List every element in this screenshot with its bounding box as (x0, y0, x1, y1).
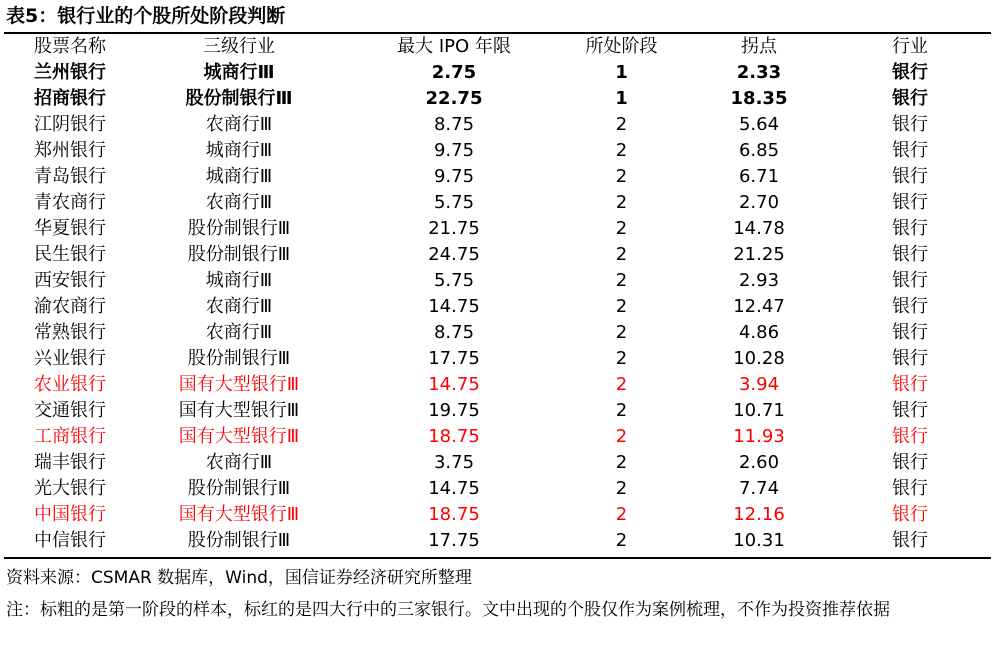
header-sub-industry: 三级行业 (203, 36, 275, 57)
table-row (4, 398, 991, 424)
cell-stock-name: 中国银行 (34, 504, 106, 525)
table-row (4, 476, 991, 502)
footnote: 注：标粗的是第一阶段的样本，标红的是四大行中的三家银行。文中出现的个股仅作为案例梳理，不作为投资推荐依据 (6, 600, 890, 620)
cell-industry: 银行 (892, 244, 928, 265)
cell-industry: 银行 (892, 270, 928, 291)
cell-industry: 银行 (892, 192, 928, 213)
cell-turning-point: 2.70 (738, 192, 780, 213)
cell-stock-name: 瑞丰银行 (34, 452, 106, 473)
cell-stage: 2 (615, 322, 628, 343)
cell-sub-industry: 城商行Ⅲ (205, 140, 273, 161)
cell-turning-point: 2.33 (736, 62, 782, 83)
table-header-row (4, 34, 991, 60)
cell-industry: 银行 (892, 62, 928, 83)
cell-max-ipo-years: 19.75 (428, 400, 480, 421)
cell-max-ipo-years: 14.75 (428, 478, 480, 499)
cell-turning-point: 21.25 (733, 244, 785, 265)
cell-max-ipo-years: 9.75 (433, 140, 475, 161)
cell-max-ipo-years: 24.75 (428, 244, 480, 265)
cell-industry: 银行 (892, 140, 928, 161)
table-row (4, 268, 991, 294)
cell-max-ipo-years: 14.75 (428, 296, 480, 317)
cell-turning-point: 4.86 (738, 322, 780, 343)
cell-turning-point: 12.47 (733, 296, 785, 317)
cell-industry: 银行 (892, 530, 928, 551)
cell-max-ipo-years: 3.75 (433, 452, 475, 473)
cell-stage: 1 (615, 62, 628, 83)
cell-industry: 银行 (892, 296, 928, 317)
cell-stock-name: 常熟银行 (34, 322, 106, 343)
table-row (4, 528, 991, 554)
table-row (4, 86, 991, 112)
table-row (4, 242, 991, 268)
cell-sub-industry: 城商行Ⅲ (203, 62, 275, 83)
cell-stage: 2 (615, 348, 628, 369)
cell-stage: 2 (615, 166, 628, 187)
cell-industry: 银行 (892, 374, 928, 395)
cell-industry: 银行 (892, 478, 928, 499)
cell-max-ipo-years: 5.75 (433, 270, 475, 291)
table-row (4, 502, 991, 528)
header-stock-name: 股票名称 (34, 36, 106, 57)
cell-sub-industry: 国有大型银行Ⅲ (178, 426, 300, 447)
cell-industry: 银行 (892, 218, 928, 239)
cell-stock-name: 工商银行 (34, 426, 106, 447)
cell-max-ipo-years: 22.75 (425, 88, 483, 109)
header-industry: 行业 (892, 36, 928, 57)
cell-stage: 1 (615, 88, 628, 109)
cell-stock-name: 渝农商行 (34, 296, 106, 317)
cell-turning-point: 2.93 (738, 270, 780, 291)
cell-stock-name: 民生银行 (34, 244, 106, 265)
cell-industry: 银行 (892, 426, 928, 447)
cell-stage: 2 (615, 114, 628, 135)
cell-turning-point: 14.78 (733, 218, 785, 239)
cell-sub-industry: 股份制银行Ⅲ (187, 218, 291, 239)
cell-sub-industry: 农商行Ⅲ (205, 296, 273, 317)
cell-sub-industry: 城商行Ⅲ (205, 166, 273, 187)
cell-turning-point: 6.71 (738, 166, 780, 187)
cell-industry: 银行 (892, 322, 928, 343)
cell-turning-point: 3.94 (738, 374, 780, 395)
cell-stage: 2 (615, 140, 628, 161)
cell-sub-industry: 国有大型银行Ⅲ (178, 374, 300, 395)
table-row (4, 450, 991, 476)
cell-stage: 2 (615, 504, 628, 525)
cell-industry: 银行 (892, 166, 928, 187)
cell-stock-name: 交通银行 (34, 400, 106, 421)
cell-industry: 银行 (892, 504, 928, 525)
table-row (4, 294, 991, 320)
cell-sub-industry: 农商行Ⅲ (205, 322, 273, 343)
cell-stage: 2 (615, 478, 628, 499)
cell-turning-point: 12.16 (733, 504, 785, 525)
table-row (4, 424, 991, 450)
cell-turning-point: 18.35 (730, 88, 788, 109)
cell-max-ipo-years: 5.75 (433, 192, 475, 213)
table-row (4, 190, 991, 216)
header-max-ipo-years: 最大 IPO 年限 (397, 36, 511, 57)
table-row (4, 346, 991, 372)
cell-stock-name: 兴业银行 (34, 348, 106, 369)
table-title: 表5：银行业的个股所处阶段判断 (6, 5, 286, 27)
cell-max-ipo-years: 18.75 (428, 426, 480, 447)
cell-industry: 银行 (892, 88, 928, 109)
cell-turning-point: 11.93 (733, 426, 785, 447)
cell-sub-industry: 股份制银行Ⅲ (185, 88, 293, 109)
cell-sub-industry: 股份制银行Ⅲ (187, 348, 291, 369)
cell-stage: 2 (615, 218, 628, 239)
cell-max-ipo-years: 18.75 (428, 504, 480, 525)
cell-turning-point: 10.71 (733, 400, 785, 421)
cell-stage: 2 (615, 400, 628, 421)
cell-turning-point: 10.28 (733, 348, 785, 369)
table-row (4, 216, 991, 242)
cell-turning-point: 5.64 (738, 114, 780, 135)
cell-sub-industry: 国有大型银行Ⅲ (178, 504, 300, 525)
table-row (4, 372, 991, 398)
cell-stage: 2 (615, 296, 628, 317)
source-note: 资料来源：CSMAR 数据库，Wind，国信证券经济研究所整理 (6, 568, 472, 588)
cell-turning-point: 10.31 (733, 530, 785, 551)
bank-stage-table (4, 34, 991, 554)
cell-stage: 2 (615, 374, 628, 395)
table-bottom-rule (4, 557, 991, 559)
cell-stock-name: 华夏银行 (34, 218, 106, 239)
cell-stock-name: 中信银行 (34, 530, 106, 551)
cell-stock-name: 郑州银行 (34, 140, 106, 161)
cell-stage: 2 (615, 426, 628, 447)
table-row (4, 138, 991, 164)
cell-sub-industry: 农商行Ⅲ (205, 192, 273, 213)
cell-turning-point: 7.74 (738, 478, 780, 499)
table-row (4, 60, 991, 86)
cell-max-ipo-years: 2.75 (431, 62, 477, 83)
cell-max-ipo-years: 21.75 (428, 218, 480, 239)
cell-stage: 2 (615, 270, 628, 291)
cell-max-ipo-years: 9.75 (433, 166, 475, 187)
cell-stock-name: 青岛银行 (34, 166, 106, 187)
cell-sub-industry: 农商行Ⅲ (205, 452, 273, 473)
cell-turning-point: 2.60 (738, 452, 780, 473)
cell-industry: 银行 (892, 348, 928, 369)
cell-sub-industry: 股份制银行Ⅲ (187, 244, 291, 265)
cell-max-ipo-years: 14.75 (428, 374, 480, 395)
cell-sub-industry: 股份制银行Ⅲ (187, 478, 291, 499)
cell-stock-name: 招商银行 (34, 88, 106, 109)
table-row (4, 320, 991, 346)
cell-stage: 2 (615, 244, 628, 265)
cell-stage: 2 (615, 452, 628, 473)
header-turning-point: 拐点 (741, 36, 777, 57)
cell-sub-industry: 国有大型银行Ⅲ (178, 400, 300, 421)
cell-sub-industry: 股份制银行Ⅲ (187, 530, 291, 551)
table-row (4, 112, 991, 138)
cell-sub-industry: 农商行Ⅲ (205, 114, 273, 135)
cell-stock-name: 江阴银行 (34, 114, 106, 135)
cell-turning-point: 6.85 (738, 140, 780, 161)
cell-stock-name: 西安银行 (34, 270, 106, 291)
cell-max-ipo-years: 8.75 (433, 322, 475, 343)
cell-max-ipo-years: 17.75 (428, 530, 480, 551)
cell-industry: 银行 (892, 114, 928, 135)
table-row (4, 164, 991, 190)
cell-max-ipo-years: 8.75 (433, 114, 475, 135)
cell-sub-industry: 城商行Ⅲ (205, 270, 273, 291)
cell-industry: 银行 (892, 452, 928, 473)
header-stage: 所处阶段 (585, 36, 658, 57)
cell-stock-name: 光大银行 (34, 478, 106, 499)
cell-stage: 2 (615, 530, 628, 551)
cell-stage: 2 (615, 192, 628, 213)
cell-max-ipo-years: 17.75 (428, 348, 480, 369)
cell-stock-name: 兰州银行 (34, 62, 106, 83)
cell-stock-name: 青农商行 (34, 192, 106, 213)
cell-stock-name: 农业银行 (34, 374, 106, 395)
cell-industry: 银行 (892, 400, 928, 421)
